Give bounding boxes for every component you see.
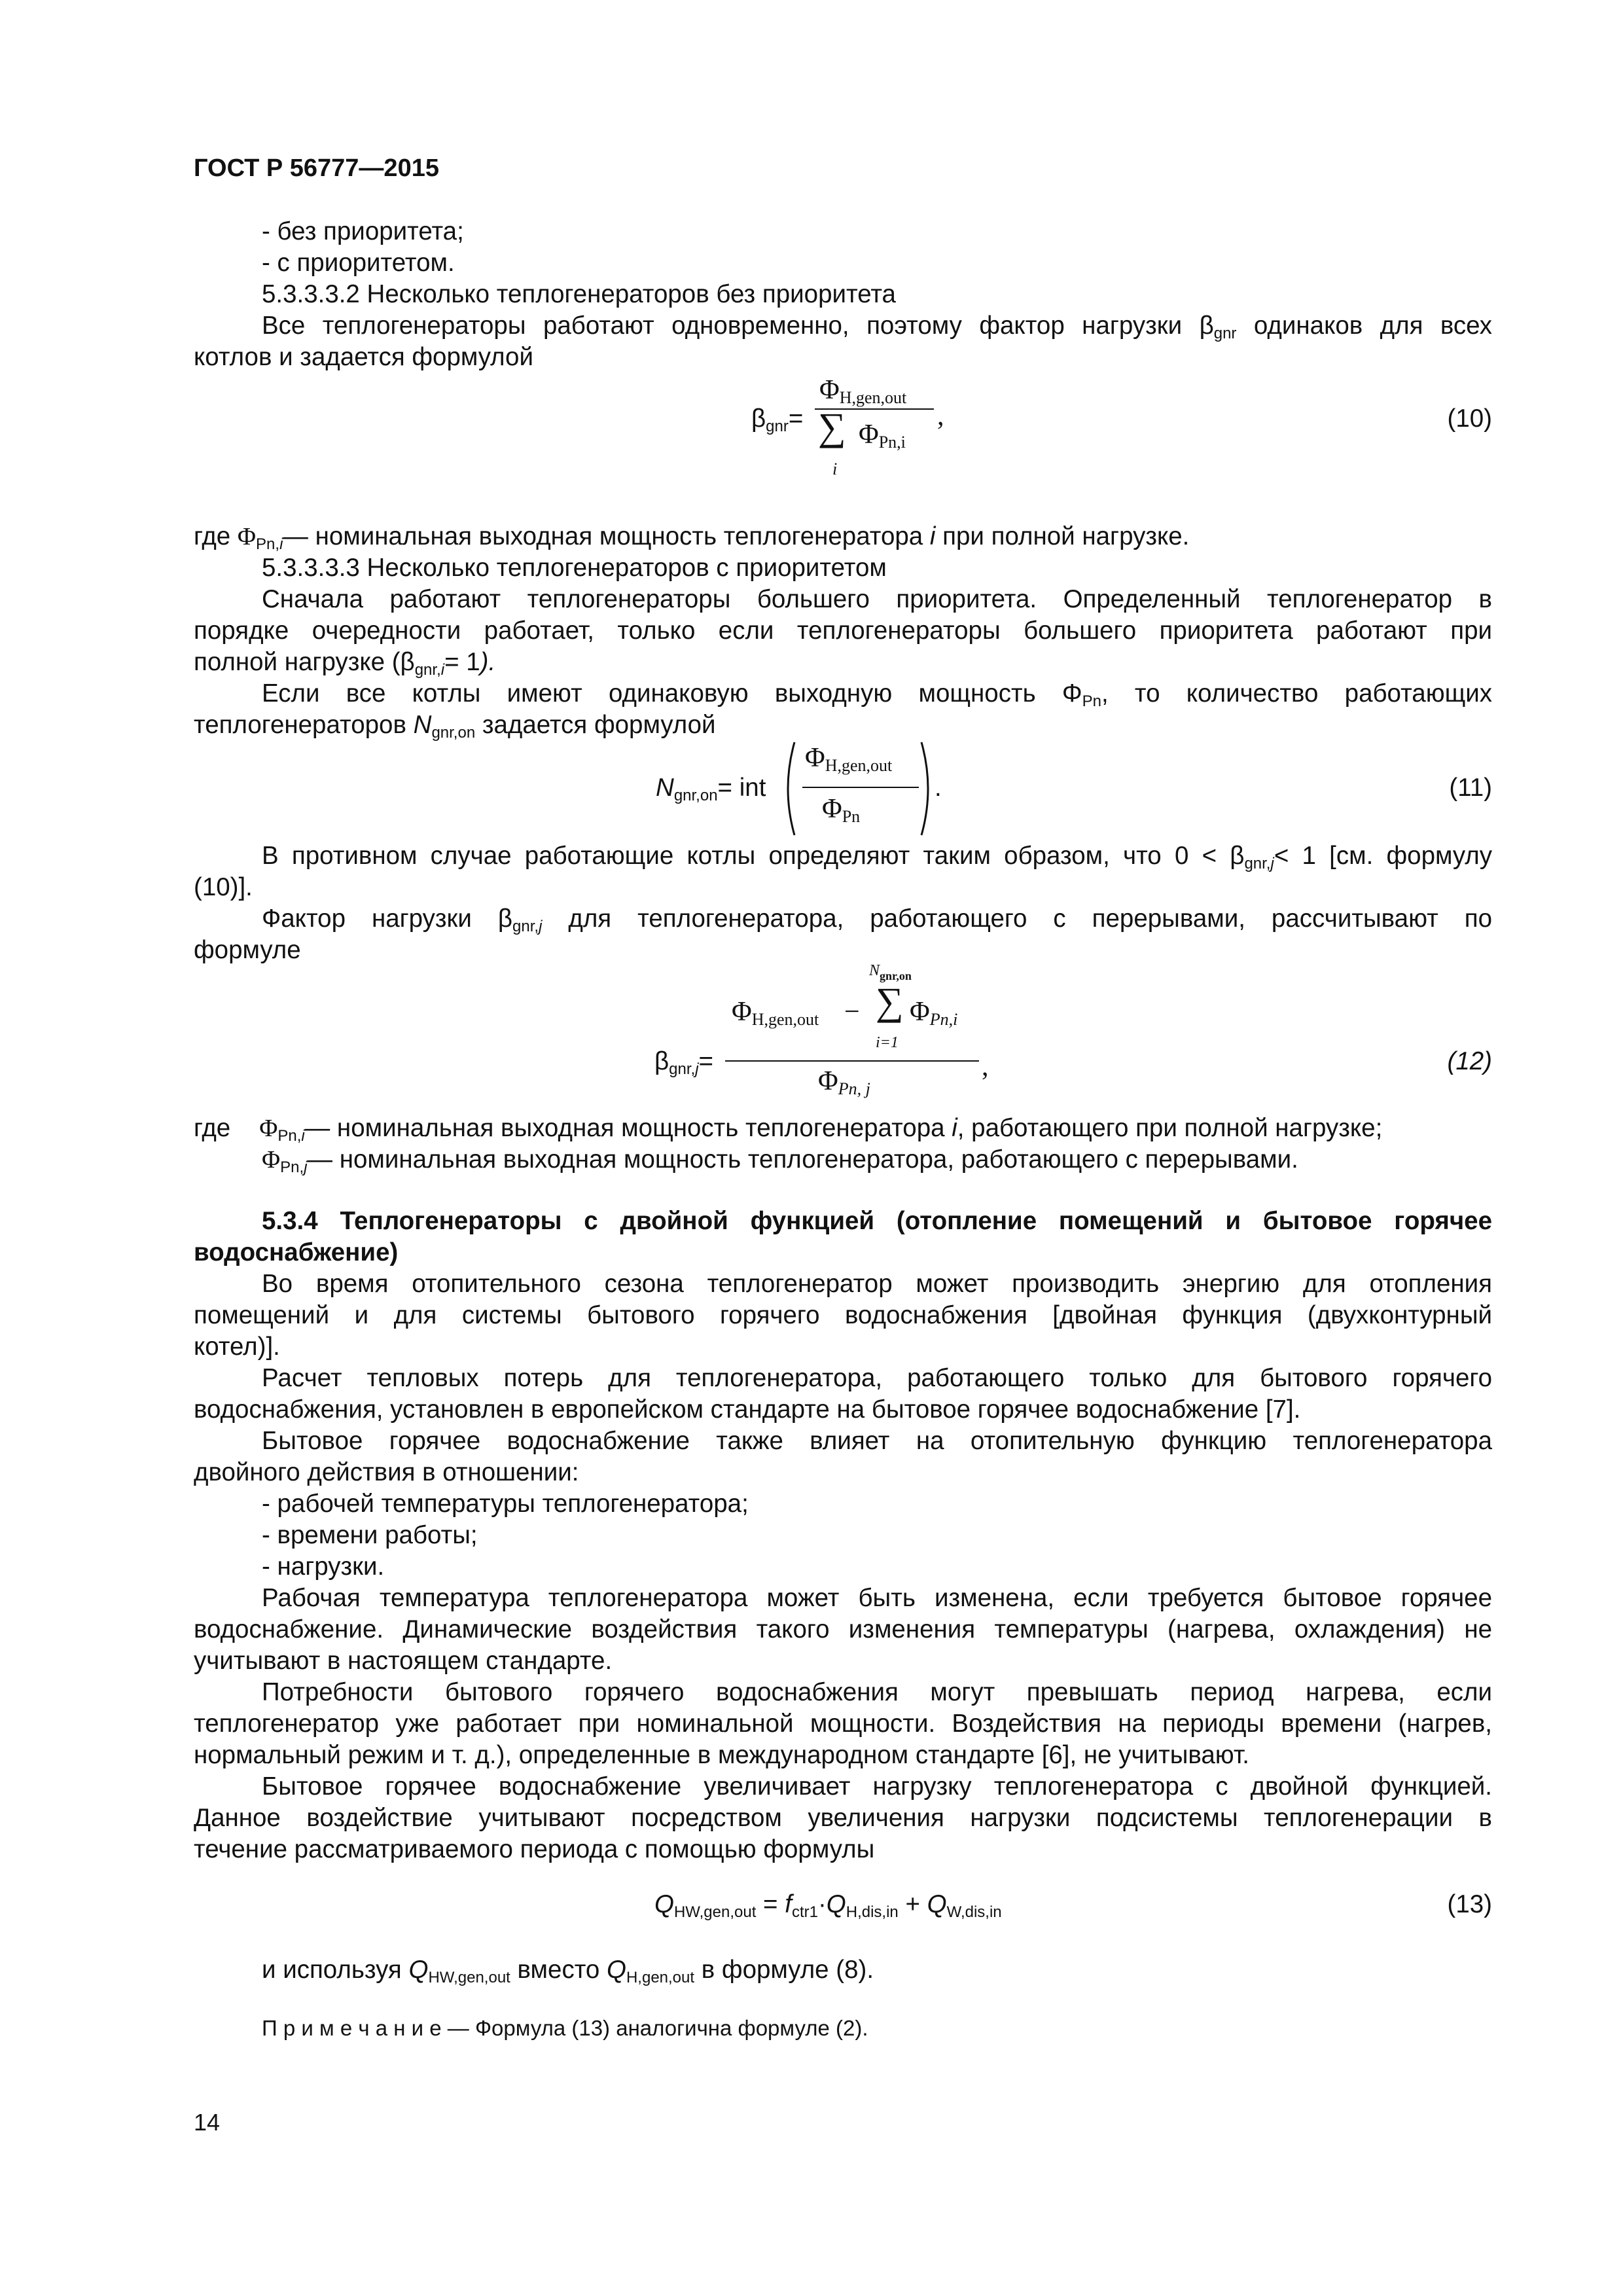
paragraph-line: Все теплогенераторы работают одновременно, поэтому фактор нагрузки $\beta_{gnr}$ одинаков для всех xyxy=(262,312,1492,342)
section-heading-5-3-4: водоснабжение) xyxy=(194,1238,399,1266)
section-heading-5-3-4: 5.3.4 Теплогенераторы с двойной функцией (отопление помещений и бытовое горячее xyxy=(262,1207,1492,1235)
document-header: ГОСТ Р 56777—2015 xyxy=(194,154,439,182)
paragraph-line: и используя $Q_{HW,gen,out}$ вместо $Q_{H,gen,out}$ в формуле (8). xyxy=(262,1956,874,1986)
paragraph-line: Бытовое горячее водоснабжение также влияет на отопительную функцию теплогенератора xyxy=(262,1427,1492,1455)
note-label: П р и м е ч а н и е xyxy=(262,2016,442,2040)
paragraph-line: нормальный режим и т. д.), определенные в международном стандарте [6], не учитывают. xyxy=(194,1741,1249,1769)
paragraph-line: Потребности бытового горячего водоснабжения могут превышать период нагрева, если xyxy=(262,1678,1492,1706)
list-item: - нагрузки. xyxy=(262,1552,385,1581)
list-item: - с приоритетом. xyxy=(262,249,455,277)
paragraph-line: Расчет тепловых потерь для теплогенератора, работающего только для бытового горячего xyxy=(262,1364,1492,1392)
list-item: - без приоритета; xyxy=(262,217,464,245)
paragraph-line: порядке очередности работает, только если теплогенераторы большего приоритета работают при xyxy=(194,617,1492,645)
list-item: - времени работы; xyxy=(262,1521,478,1549)
paragraph-line: Сначала работают теплогенераторы большего приоритета. Определенный теплогенератор в xyxy=(262,585,1492,613)
section-heading-5-3-3-3-2: 5.3.3.3.2 Несколько теплогенераторов без приоритета xyxy=(262,280,896,308)
document-page: ГОСТ Р 56777—2015 - без приоритета; - с приоритетом. 5.3.3.3.2 Несколько теплогенераторов без приоритета Все теплогенераторы работают одновременно, поэтому фактор нагрузки $\beta_{gnr}$ одинаков для всех котлов и задается формулой $\beta_{gnr}=$ $\Phi_{H,gen,out}$ ∑ i $\Phi_{Pn,i}$ , (10) где $\Phi_{Pn,i}—$ номинальная выходная мощность теплогенератора i при полной нагрузке. 5.3.3.3.3 Несколько теплогенераторов с приоритетом Сначала работают теплогенераторы большего приоритета. Определенный теплогенератор в порядке очередности работает, только если теплогенераторы большего приоритета работают при полной нагрузке $(\beta_{gnr,i}= 1)$. Если все котлы имеют одинаковую выходную мощность $\Phi_{Pn}$, то количество работающих теплогенераторов $N_{gnr,on}$ задается формулой $N_{gnr,on}=$ int $\Phi_{H,gen,out}$ $\Phi_{Pn}$ . (11) В противном случае работающие котлы определяют таким образом, что $0 < \beta_{gnr,j}< 1$ [см. формулу (10)]. Фактор нагрузки $\beta_{gnr,j}$ для теплогенератора, работающего с перерывами, рассчитывают по формуле $\beta_{gnr,j}=$ $N_{gnr,on}$ $\Phi_{H,gen,out}$ − ∑ $\Phi_{Pn,i}$ i=1 $\Phi_{Pn, j}$ , (12) где $\Phi_{Pn,i}—$ номинальная выходная мощность теплогенератора i, работающего при полной нагрузке; $\Phi_{Pn,j}—$ номинальная выходная мощность теплогенератора, работающего с перерывами. 5.3.4 Теплогенераторы с двойной функцией (отопление помещений и бытовое горячее водоснабжение) Во время отопительного сезона теплогенератор может производить энергию для отопления помещений и для системы бытового горячего водоснабжения [двойная функция (двухконтурный котел)]. Расчет тепловых потерь для теплогенератора, работающего только для бытового горячего водоснабжения, установлен в европейском стандарте на бытовое горячее водоснабжение [7]. Бытовое горячее водоснабжение также влияет на отопительную функцию теплогенератора двойного действия в отношении: - рабочей температуры теплогенератора; - времени работы; - нагрузки. Рабочая температура теплогенератора может быть изменена, если требуется бытовое горячее водоснабжение. Динамические воздействия такого изменения температуры (нагрева, охлаждения) не учитывают в настоящем стандарте. Потребности бытового горячего водоснабжения могут превышать период нагрева, если теплогенератор уже работает при номинальной мощности. Воздействия на периоды времени (нагрев, нормальный режим и т. д.), определенные в международном стандарте [6], не учитывают. Бытовое горячее водоснабжение увеличивает нагрузку теплогенератора с двойной функцией. Данное воздействие учитывают посредством увеличения нагрузки подсистемы теплогенерации в течение рассматриваемого периода с помощью формулы $Q_{HW,gen,out} = f_{ctr1}\cdot Q_{H,dis,in} + Q_{W,dis,in}$ (13) и используя $Q_{HW,gen,out}$ вместо $Q_{H,gen,out}$ в формуле (8). П р и м е ч а н и е — Формула (13) аналогична формуле (2). 14 xyxy=(0,0,1623,2296)
paragraph-line: котел)]. xyxy=(194,1333,280,1361)
paragraph-line: котлов и задается формулой xyxy=(194,343,533,371)
paragraph-line: Во время отопительного сезона теплогенератор может производить энергию для отопления xyxy=(262,1270,1492,1298)
list-item: - рабочей температуры теплогенератора; xyxy=(262,1490,749,1518)
paragraph-line: Рабочая температура теплогенератора может быть изменена, если требуется бытовое горячее xyxy=(262,1584,1492,1612)
right-paren-glyph xyxy=(919,740,936,838)
section-heading-5-3-3-3-3: 5.3.3.3.3 Несколько теплогенераторов с приоритетом xyxy=(262,554,887,582)
paragraph-line: водоснабжение. Динамические воздействия такого изменения температуры (нагрева, охлаждения) не xyxy=(194,1615,1492,1643)
paragraph-line: (10)]. xyxy=(194,873,253,901)
equation-12-where: $\Phi_{Pn,j}—$ номинальная выходная мощность теплогенератора, работающего с перерывами. xyxy=(262,1145,1298,1176)
paragraph-line: двойного действия в отношении: xyxy=(194,1458,579,1486)
paragraph-line: течение рассматриваемого периода с помощью формулы xyxy=(194,1835,875,1863)
paragraph-line: Данное воздействие учитывают посредством увеличения нагрузки подсистемы теплогенерации в xyxy=(194,1804,1492,1832)
paragraph-line: теплогенератор уже работает при номинальной мощности. Воздействия на периоды времени (нагрев, xyxy=(194,1710,1492,1738)
paragraph-line: теплогенераторов $N_{gnr,on}$ задается формулой xyxy=(194,711,716,742)
note: П р и м е ч а н и е — Формула (13) аналогична формуле (2). xyxy=(262,2016,868,2040)
paragraph-line: полной нагрузке $(\beta_{gnr,i}= 1)$. xyxy=(194,648,496,679)
paragraph-line: Бытовое горячее водоснабжение увеличивает нагрузку теплогенератора с двойной функцией. xyxy=(262,1772,1492,1801)
paragraph-line: Если все котлы имеют одинаковую выходную мощность $\Phi_{Pn}$, то количество работающих xyxy=(262,679,1493,710)
paragraph-line: Фактор нагрузки $\beta_{gnr,j}$ для теплогенератора, работающего с перерывами, рассчитывают по xyxy=(262,905,1492,935)
paragraph-line: помещений и для системы бытового горячего водоснабжения [двойная функция (двухконтурный xyxy=(194,1301,1492,1329)
left-paren-glyph xyxy=(780,740,797,838)
paragraph-line: водоснабжения, установлен в европейском стандарте на бытовое горячее водоснабжение [7]. xyxy=(194,1395,1301,1424)
page-number: 14 xyxy=(194,2109,221,2136)
equation-10-where: где $\Phi_{Pn,i}—$ номинальная выходная мощность теплогенератора i при полной нагрузке. xyxy=(194,522,1190,553)
paragraph-line: учитывают в настоящем стандарте. xyxy=(194,1647,613,1675)
paragraph-line: В противном случае работающие котлы определяют таким образом, что $0 < \beta_{gnr,j}< 1$ [см. формулу xyxy=(262,842,1493,872)
paragraph-line: формуле xyxy=(194,936,301,964)
equation-12-where: где $\Phi_{Pn,i}—$ номинальная выходная мощность теплогенератора i, работающего при полной нагрузке; xyxy=(194,1114,1383,1145)
